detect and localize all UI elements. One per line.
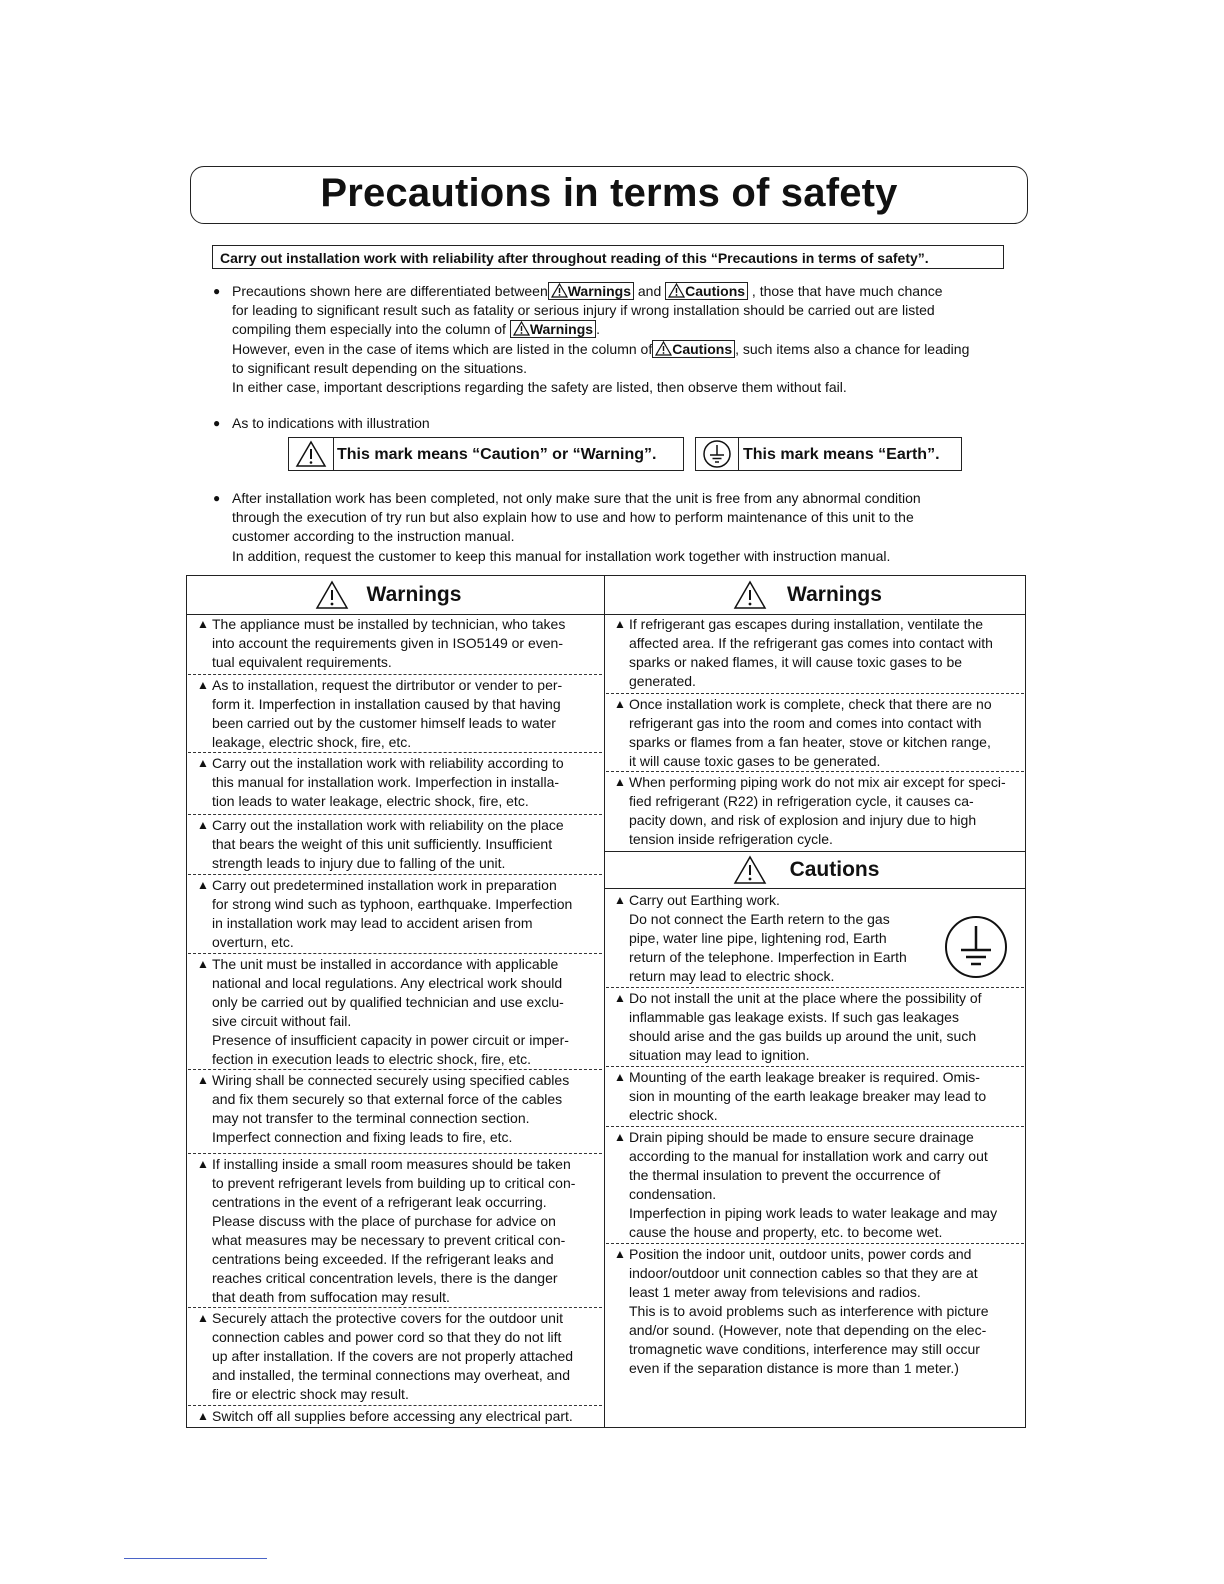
table-item bbox=[197, 676, 602, 752]
item-line: pacity down, and risk of explosion and injury due to high bbox=[629, 812, 977, 828]
precautions-paragraph bbox=[232, 282, 969, 397]
p1-text-b: and bbox=[637, 283, 662, 299]
item-marker: ▲ bbox=[614, 893, 626, 907]
item-separator bbox=[188, 953, 602, 954]
item-line: overturn, etc. bbox=[212, 934, 294, 950]
item-marker: ▲ bbox=[197, 1409, 209, 1423]
p1-line-3b: . bbox=[596, 321, 600, 338]
item-line: electric shock. bbox=[629, 1107, 718, 1123]
item-line: Do not install the unit at the place where the possibility of bbox=[629, 990, 982, 1006]
item-line: The unit must be installed in accordance with applicable bbox=[212, 956, 559, 972]
item-line: Once installation work is complete, check that there are no bbox=[629, 696, 992, 712]
item-line: may not transfer to the terminal connection section. bbox=[212, 1110, 530, 1126]
right-warnings-heading bbox=[605, 576, 1026, 614]
p1-line-4b: , such items also a chance for leading bbox=[735, 340, 970, 357]
table-column-divider bbox=[604, 575, 605, 1428]
cautions-tag-label: Cautions bbox=[672, 340, 733, 357]
earth-ground-icon bbox=[943, 914, 1009, 980]
item-line: should arise and the gas builds up around the unit, such bbox=[629, 1028, 977, 1044]
item-marker: ▲ bbox=[614, 617, 626, 631]
p3-line: In addition, request the customer to keep this manual for installation work together with instruction manual. bbox=[232, 547, 891, 564]
item-line: The appliance must be installed by technician, who takes bbox=[212, 616, 566, 632]
warning-triangle-icon bbox=[733, 580, 767, 610]
table-item bbox=[197, 1071, 602, 1147]
table-item bbox=[197, 955, 602, 1069]
table-item bbox=[614, 773, 1024, 849]
item-line: Carry out the installation work with reliability according to bbox=[212, 755, 564, 771]
item-separator bbox=[188, 1405, 602, 1406]
table-item bbox=[614, 1128, 1024, 1242]
item-line: it will cause toxic gases to be generated. bbox=[629, 753, 881, 769]
item-separator bbox=[606, 1126, 1024, 1127]
item-line: condensation. bbox=[629, 1186, 717, 1202]
item-line: tual equivalent requirements. bbox=[212, 654, 392, 670]
item-line: strength leads to injury due to falling of the unit. bbox=[212, 855, 506, 871]
warning-triangle-icon bbox=[295, 440, 327, 468]
item-marker: ▲ bbox=[614, 775, 626, 789]
item-line: fied refrigerant (R22) in refrigeration cycle, it causes ca- bbox=[629, 793, 974, 809]
p3-line: through the execution of try run but also explain how to use and how to perform maintenance of this unit to the bbox=[232, 509, 914, 526]
item-line: least 1 meter away from televisions and radios. bbox=[629, 1284, 921, 1300]
item-line: Presence of insufficient capacity in power circuit or imper- bbox=[212, 1032, 569, 1048]
item-line: Securely attach the protective covers for the outdoor unit bbox=[212, 1310, 563, 1326]
title-banner bbox=[190, 166, 1028, 224]
warning-triangle-icon bbox=[655, 341, 672, 356]
item-line: up after installation. If the covers are not properly attached bbox=[212, 1348, 574, 1364]
earth-mark-text: This mark means “Earth”. bbox=[743, 446, 940, 463]
item-line: form it. Imperfection in installation caused by that having bbox=[212, 696, 561, 712]
item-line: Wiring shall be connected securely using specified cables bbox=[212, 1072, 570, 1088]
item-marker: ▲ bbox=[614, 991, 626, 1005]
item-line: tromagnetic wave conditions, interference may still occur bbox=[629, 1341, 980, 1357]
table-item bbox=[197, 615, 602, 672]
item-line: situation may lead to ignition. bbox=[629, 1047, 810, 1063]
item-line: pipe, water line pipe, lightening rod, Earth bbox=[629, 930, 887, 946]
p1-line-5: to significant result depending on the situations. bbox=[232, 359, 527, 376]
item-separator bbox=[188, 674, 602, 675]
item-line: in installation work may lead to accident arisen from bbox=[212, 915, 533, 931]
item-marker: ▲ bbox=[197, 878, 209, 892]
warning-triangle-icon bbox=[315, 580, 349, 610]
item-line: to prevent refrigerant levels from building up to critical con- bbox=[212, 1175, 576, 1191]
item-line: that death from suffocation may result. bbox=[212, 1289, 450, 1305]
item-line: according to the manual for installation work and carry out bbox=[629, 1148, 988, 1164]
item-line: tion leads to water leakage, electric shock, fire, etc. bbox=[212, 793, 529, 809]
item-line: that bears the weight of this unit sufficiently. Insufficient bbox=[212, 836, 553, 852]
item-line: into account the requirements given in ISO5149 or even- bbox=[212, 635, 563, 651]
item-line: this manual for installation work. Imperfection in installa- bbox=[212, 774, 560, 790]
table-item bbox=[614, 1245, 1024, 1378]
earth-ground-icon bbox=[702, 439, 732, 469]
item-line: and installed, the terminal connections may overheat, and bbox=[212, 1367, 570, 1383]
item-line: leakage, electric shock, fire, etc. bbox=[212, 734, 412, 750]
item-separator bbox=[188, 874, 602, 875]
table-item bbox=[197, 1407, 602, 1426]
item-line: Carry out Earthing work. bbox=[629, 892, 780, 908]
item-marker: ▲ bbox=[197, 957, 209, 971]
item-line: return of the telephone. Imperfection in Earth bbox=[629, 949, 907, 965]
table-item bbox=[197, 754, 602, 811]
table-item bbox=[197, 816, 602, 873]
item-separator bbox=[188, 814, 602, 815]
p1-line-2: for leading to significant result such as fatality or serious injury if wrong installation should be carried out are listed bbox=[232, 302, 935, 319]
item-marker: ▲ bbox=[614, 1130, 626, 1144]
item-marker: ▲ bbox=[197, 617, 209, 631]
item-separator bbox=[606, 987, 1024, 988]
earth-mark-icon-cell bbox=[696, 438, 739, 470]
item-line: national and local regulations. Any electrical work should bbox=[212, 975, 563, 991]
cautions-tag bbox=[665, 282, 748, 300]
table-item bbox=[197, 1155, 602, 1307]
item-marker: ▲ bbox=[614, 1070, 626, 1084]
item-marker: ▲ bbox=[197, 1073, 209, 1087]
after-installation-paragraph bbox=[232, 489, 921, 566]
item-line: refrigerant gas into the room and comes into contact with bbox=[629, 715, 982, 731]
item-separator bbox=[606, 693, 1024, 694]
table-item bbox=[614, 695, 1024, 771]
warnings-tag bbox=[548, 282, 634, 300]
item-line: centrations in the event of a refrigerant leak occurring. bbox=[212, 1194, 547, 1210]
item-line: Imperfect connection and fixing leads to fire, etc. bbox=[212, 1129, 513, 1145]
item-line: If installing inside a small room measures should be taken bbox=[212, 1156, 571, 1172]
table-item bbox=[197, 876, 602, 952]
item-line: Please discuss with the place of purchase for advice on bbox=[212, 1213, 556, 1229]
illustration-intro: As to indications with illustration bbox=[232, 415, 430, 431]
item-marker: ▲ bbox=[614, 1247, 626, 1261]
p3-line: After installation work has been completed, not only make sure that the unit is free from any abnormal condition bbox=[232, 490, 921, 506]
item-line: Carry out predetermined installation work in preparation bbox=[212, 877, 557, 893]
item-line: When performing piping work do not mix air except for speci- bbox=[629, 774, 1006, 790]
earth-mark-box bbox=[695, 437, 962, 471]
cautions-tag-label: Cautions bbox=[685, 283, 746, 299]
item-line: tension inside refrigeration cycle. bbox=[629, 831, 833, 847]
item-line: cause the house and property, etc. to become wet. bbox=[629, 1224, 943, 1240]
p1-text-a: Precautions shown here are differentiated between bbox=[232, 283, 548, 299]
item-marker: ▲ bbox=[197, 818, 209, 832]
p3-line: customer according to the instruction manual. bbox=[232, 528, 515, 545]
page-title: Precautions in terms of safety bbox=[320, 171, 898, 215]
item-marker: ▲ bbox=[197, 678, 209, 692]
item-line: This is to avoid problems such as interference with picture bbox=[629, 1303, 989, 1319]
table-item bbox=[614, 891, 944, 986]
item-line: fire or electric shock may result. bbox=[212, 1386, 409, 1402]
item-line: As to installation, request the dirtributor or vender to per- bbox=[212, 677, 563, 693]
cautions-tag-2 bbox=[652, 340, 735, 358]
item-line: return may lead to electric shock. bbox=[629, 968, 835, 984]
caution-mark-box bbox=[288, 437, 684, 471]
warnings-tag-label: Warnings bbox=[529, 321, 594, 338]
item-separator bbox=[188, 1153, 602, 1154]
item-line: only be carried out by qualified technician and use exclu- bbox=[212, 994, 564, 1010]
warning-triangle-icon bbox=[551, 283, 568, 298]
item-line: affected area. If the refrigerant gas comes into contact with bbox=[629, 635, 993, 651]
item-line: what measures may be necessary to prevent critical con- bbox=[212, 1232, 566, 1248]
item-line: sparks or flames from a fan heater, stove or kitchen range, bbox=[629, 734, 991, 750]
p1-line-4a: However, even in the case of items which are listed in the column of bbox=[232, 340, 653, 357]
item-line: sparks or naked flames, it will cause toxic gases to be bbox=[629, 654, 963, 670]
item-line: Mounting of the earth leakage breaker is required. Omis- bbox=[629, 1069, 980, 1085]
item-line: sion in mounting of the earth leakage breaker may lead to bbox=[629, 1088, 987, 1104]
item-separator bbox=[188, 752, 602, 753]
bullet-2: ● bbox=[213, 416, 221, 430]
warning-triangle-icon bbox=[513, 321, 530, 336]
item-separator bbox=[606, 771, 1024, 772]
item-line: generated. bbox=[629, 673, 696, 689]
p1-text-c: , those that have much chance bbox=[751, 283, 943, 299]
item-line: the thermal insulation to prevent the occurrence of bbox=[629, 1167, 941, 1183]
item-line: inflammable gas leakage exists. If such gas leakages bbox=[629, 1009, 959, 1025]
table-item bbox=[197, 1309, 602, 1404]
item-line: indoor/outdoor unit connection cables so that they are at bbox=[629, 1265, 978, 1281]
item-separator bbox=[606, 1066, 1024, 1067]
item-line: and/or sound. (However, note that depending on the elec- bbox=[629, 1322, 987, 1338]
item-marker: ▲ bbox=[197, 1157, 209, 1171]
left-warnings-heading-text: Warnings bbox=[366, 583, 462, 606]
bullet-1: ● bbox=[213, 284, 221, 298]
table-item bbox=[614, 1068, 1024, 1125]
item-line: Carry out the installation work with reliability on the place bbox=[212, 817, 564, 833]
item-line: even if the separation distance is more than 1 meter.) bbox=[629, 1360, 959, 1376]
warnings-tag-2 bbox=[510, 320, 596, 338]
table-item bbox=[614, 615, 1024, 691]
item-separator bbox=[188, 1307, 602, 1308]
item-separator bbox=[606, 1243, 1024, 1244]
item-marker: ▲ bbox=[197, 756, 209, 770]
item-line: If refrigerant gas escapes during installation, ventilate the bbox=[629, 616, 984, 632]
caution-mark-icon-cell bbox=[289, 438, 334, 470]
p1-line-3a: compiling them especially into the column of bbox=[232, 321, 506, 338]
caution-mark-text: This mark means “Caution” or “Warning”. bbox=[337, 446, 657, 463]
cautions-heading-text: Cautions bbox=[789, 858, 880, 881]
item-line: centrations being exceeded. If the refrigerant leaks and bbox=[212, 1251, 554, 1267]
item-line: been carried out by the customer himself leads to water bbox=[212, 715, 556, 731]
bullet-3: ● bbox=[213, 491, 221, 505]
item-separator bbox=[188, 1069, 602, 1070]
item-line: connection cables and power cord so that they do not lift bbox=[212, 1329, 562, 1345]
item-line: and fix them securely so that external force of the cables bbox=[212, 1091, 563, 1107]
right-warnings-heading-text: Warnings bbox=[787, 583, 882, 606]
item-line: reaches critical concentration levels, there is the danger bbox=[212, 1270, 558, 1286]
table-item bbox=[614, 989, 1024, 1065]
item-line: Position the indoor unit, outdoor units, power cords and bbox=[629, 1246, 972, 1262]
item-marker: ▲ bbox=[197, 1311, 209, 1325]
item-line: for strong wind such as typhoon, earthquake. Imperfection bbox=[212, 896, 573, 912]
warnings-tag-label: Warnings bbox=[567, 283, 631, 299]
item-line: fection in execution leads to electric shock, fire, etc. bbox=[212, 1051, 532, 1067]
item-marker: ▲ bbox=[614, 697, 626, 711]
item-line: Do not connect the Earth retern to the gas bbox=[629, 911, 890, 927]
item-line: Imperfection in piping work leads to water leakage and may bbox=[629, 1205, 998, 1221]
p1-line-6: In either case, important descriptions regarding the safety are listed, then observe them without fail. bbox=[232, 379, 847, 396]
intro-notice: Carry out installation work with reliability after throughout reading of this “Precautions in terms of safety”. bbox=[212, 245, 1004, 269]
item-line: Drain piping should be made to ensure secure drainage bbox=[629, 1129, 974, 1145]
footer-rule bbox=[124, 1558, 267, 1559]
warning-triangle-icon bbox=[668, 283, 685, 298]
cautions-heading bbox=[605, 851, 1026, 889]
warning-triangle-icon bbox=[733, 855, 767, 885]
item-line: Switch off all supplies before accessing any electrical part. bbox=[212, 1408, 573, 1424]
item-line: sive circuit without fail. bbox=[212, 1013, 352, 1029]
left-warnings-heading bbox=[186, 576, 604, 614]
